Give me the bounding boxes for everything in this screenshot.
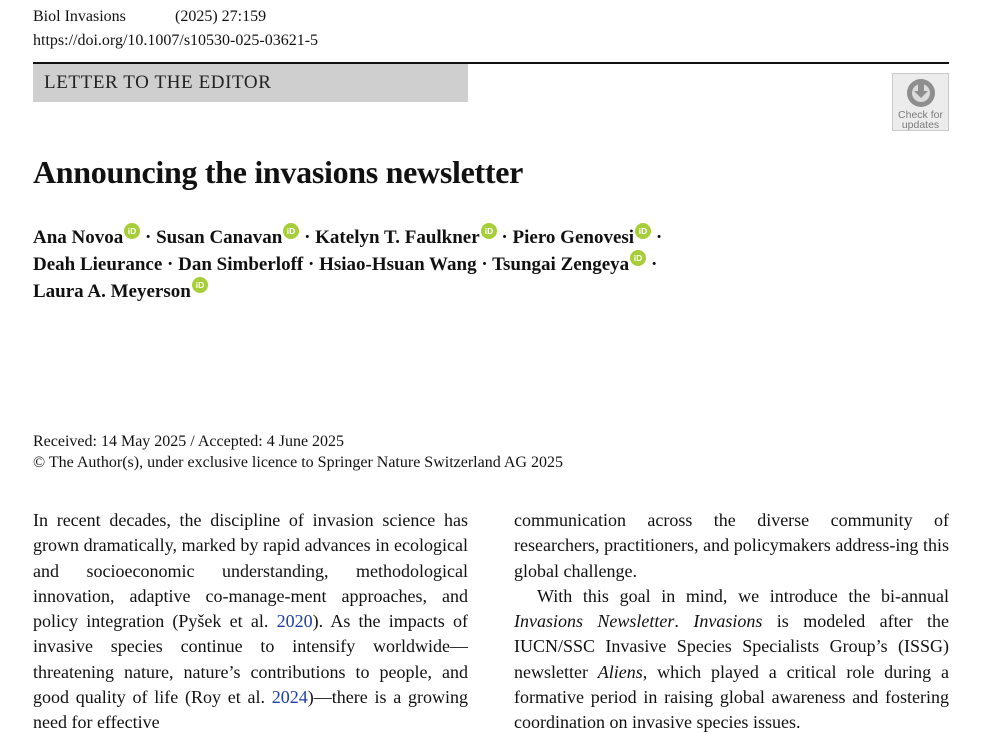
author[interactable]: Dan Simberloff (178, 254, 304, 275)
svg-text:iD: iD (638, 226, 648, 237)
separator: · (501, 227, 508, 248)
svg-text:iD: iD (287, 226, 296, 237)
svg-text:iD: iD (484, 226, 493, 237)
orcid-icon[interactable] (124, 223, 140, 239)
body-paragraph: communication across the diverse community of researchers, practitioners, and policymakers address-ing this global challenge. (514, 510, 949, 581)
journal-name: Biol Invasions (33, 8, 126, 25)
body-column-right (514, 508, 949, 736)
separator: · (304, 227, 311, 248)
separator: · (655, 227, 663, 248)
article-dates (33, 431, 563, 473)
copyright: © The Author(s), under exclusive licence to Springer Nature Switzerland AG 2025 (33, 454, 563, 471)
check-updates-line2: updates (901, 119, 940, 131)
separator: · (307, 254, 315, 275)
svg-text:iD: iD (128, 226, 137, 237)
author[interactable]: Hsiao-Hsuan Wang (319, 254, 477, 275)
check-for-updates-badge[interactable] (892, 73, 949, 131)
orcid-icon[interactable] (283, 223, 299, 239)
check-updates-line1: Check for (898, 109, 943, 121)
author[interactable]: Tsungai Zengeya iD (492, 254, 646, 275)
check-updates-icon (906, 78, 936, 108)
orcid-icon[interactable] (481, 223, 497, 239)
orcid-icon[interactable] (192, 277, 208, 293)
article-type-banner: LETTER TO THE EDITOR (33, 64, 468, 102)
body-paragraph: With this goal in mind, we introduce the bi-annual Invasions Newsletter. Invasions is modeled after the IUCN/SSC Invasive Species Specialists Group’s (ISSG) newsletter Aliens, which played a critical role during a formative period in raising global awareness and fostering coordination on invasive species issues. (514, 585, 950, 733)
author[interactable]: Ana Novoa iD (33, 227, 140, 248)
separator: · (481, 254, 488, 275)
body-column-left (33, 508, 468, 736)
separator: · (145, 227, 152, 248)
svg-text:iD: iD (195, 280, 205, 291)
received-accepted: Received: 14 May 2025 / Accepted: 4 June 2025 (33, 433, 345, 450)
author[interactable]: Katelyn T. Faulkner iD (315, 227, 497, 248)
orcid-icon[interactable] (630, 250, 646, 266)
author[interactable]: Laura A. Meyerson iD (33, 281, 208, 302)
volume-info: (2025) 27:159 (175, 8, 267, 25)
separator: · (167, 254, 174, 275)
doi-link[interactable]: https://doi.org/10.1007/s10530-025-03621-5 (33, 32, 319, 49)
separator: · (650, 254, 658, 275)
author[interactable]: Susan Canavan iD (156, 227, 299, 248)
author[interactable]: Deah Lieurance (33, 254, 163, 275)
author-list (33, 223, 953, 304)
article-title: Announcing the invasions newsletter (33, 154, 524, 190)
orcid-icon[interactable] (635, 223, 651, 239)
citation-link[interactable]: 2020 (276, 611, 313, 632)
body-paragraph: In recent decades, the discipline of invasion science has grown dramatically, marked by rapid advances in ecological and socioeconomic understanding, methodological innovation, adaptive co-manage-ment approaches, and policy integration (Pyšek et al. 2020). As the impacts of invasive species continue to intensify worldwide—threatening nature, nature’s contributions to people, and good quality of life (Roy et al. 2024)—there is a growing need for effective (33, 510, 468, 733)
author[interactable]: Piero Genovesi iD (513, 227, 652, 248)
svg-text:iD: iD (633, 253, 643, 264)
citation-link[interactable]: 2024 (271, 687, 308, 708)
